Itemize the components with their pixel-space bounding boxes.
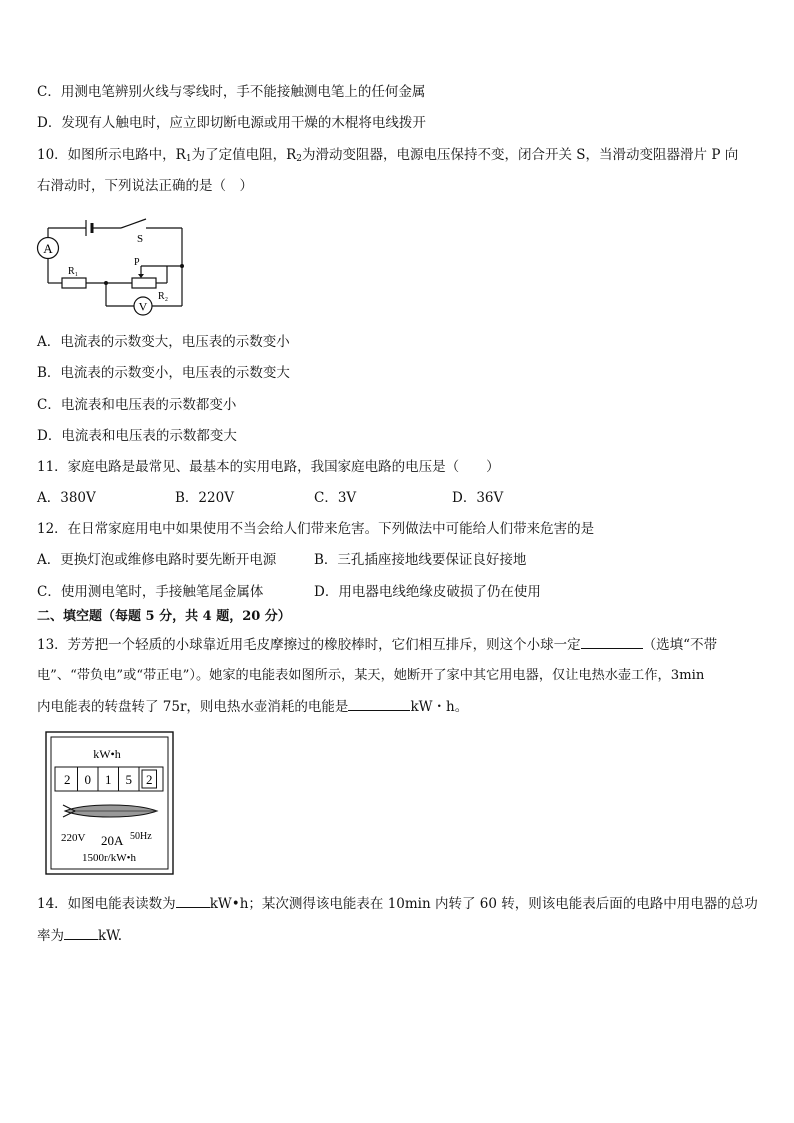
circuit-diagram: [36, 208, 196, 320]
q10-option-d: D．电流表和电压表的示数都变大: [37, 428, 237, 444]
r1-label: R₁: [68, 266, 79, 277]
meter-digit: 5: [125, 772, 132, 787]
q13-line1: 13．芳芳把一个轻质的小球靠近用毛皮摩擦过的橡胶棒时，它们相互排斥，则这个小球一定 （选填“不带: [37, 637, 718, 653]
q10-stem-line2: 右滑动时，下列说法正确的是（ ）: [37, 178, 253, 194]
q14-line2: 率为 kW.: [37, 928, 122, 944]
q11-option-b: B．220V: [175, 490, 234, 506]
junction-dot-right: [180, 264, 184, 268]
q12-option-d: D．用电器电线绝缘皮破损了仍在使用: [314, 584, 541, 600]
meter-frequency: 50Hz: [130, 831, 152, 842]
resistor-r1: [62, 278, 86, 288]
meter-digit: 2: [146, 772, 153, 787]
q11-option-a: A．380V: [37, 490, 96, 506]
slider-arrow: [138, 274, 144, 278]
meter-voltage: 220V: [61, 832, 86, 844]
meter-unit: kW•h: [93, 747, 121, 761]
q13-line2: 电”、“带负电”或“带正电”）。她家的电能表如图所示，某天，她断开了家中其它用电器，仅让电热水壶工作，3min: [37, 668, 705, 683]
voltmeter-label: V: [138, 299, 148, 314]
q14-blank-1[interactable]: [176, 895, 210, 908]
q12-option-b: B．三孔插座接地线要保证良好接地: [314, 552, 527, 568]
option-c-prev: C．用测电笔辨别火线与零线时，手不能接触测电笔上的任何金属: [37, 84, 426, 100]
section-heading-fill-blank: 二、填空题（每题 5 分，共 4 题，20 分）: [37, 609, 291, 624]
r2-label: R₂: [158, 291, 169, 302]
q12-option-c: C．使用测电笔时，手接触笔尾金属体: [37, 584, 264, 600]
q13-blank-2[interactable]: [348, 698, 410, 711]
q12-option-a: A．更换灯泡或维修电路时要先断开电源: [37, 552, 277, 568]
q11-stem: 11．家庭电路是最常见、最基本的实用电路，我国家庭电路的电压是（ ）: [37, 459, 500, 475]
meter-digit: 1: [105, 772, 112, 787]
switch-label: S: [137, 233, 144, 245]
q11-option-d: D．36V: [452, 490, 504, 506]
q13-line3: 内电能表的转盘转了 75r，则电热水壶消耗的电能是 kW・h。: [37, 699, 469, 715]
meter-digit: 2: [64, 772, 71, 787]
q14-blank-2[interactable]: [64, 927, 98, 940]
junction-dot: [104, 281, 108, 285]
slider-label: P: [134, 257, 140, 268]
option-d-prev: D．发现有人触电时，应立即切断电源或用干燥的木棍将电线拨开: [37, 115, 426, 131]
ammeter-symbol: [38, 238, 59, 259]
q10-option-c: C．电流表和电压表的示数都变小: [37, 397, 237, 413]
meter-digit: 0: [84, 772, 91, 787]
resistor-r2: [132, 278, 156, 288]
meter-current: 20A: [101, 833, 124, 848]
q13-blank-1[interactable]: [581, 636, 643, 649]
q10-option-a: A．电流表的示数变大，电压表的示数变小: [37, 334, 290, 350]
q14-line1: 14．如图电能表读数为 kW•h；某次测得该电能表在 10min 内转了 60 转，则该电能表后面的电路中用电器的总功: [37, 896, 758, 912]
electric-meter-figure: [45, 731, 175, 876]
meter-constant: 1500r/kW•h: [82, 852, 136, 864]
q10-option-b: B．电流表的示数变小，电压表的示数变大: [37, 365, 290, 381]
q10-stem-line1: 10．如图所示电路中，$R_1$为了定值电阻，$R_2$为滑动变阻器，电源电压保持不变，闭合开关 S，当滑动变阻器滑片 P 向: [37, 147, 739, 164]
q12-stem: 12．在日常家庭用电中如果使用不当会给人们带来危害。下列做法中可能给人们带来危害的是: [37, 521, 595, 537]
q11-option-c: C．3V: [314, 490, 357, 506]
ammeter-label: A: [43, 241, 53, 256]
voltmeter-symbol: [134, 297, 152, 315]
